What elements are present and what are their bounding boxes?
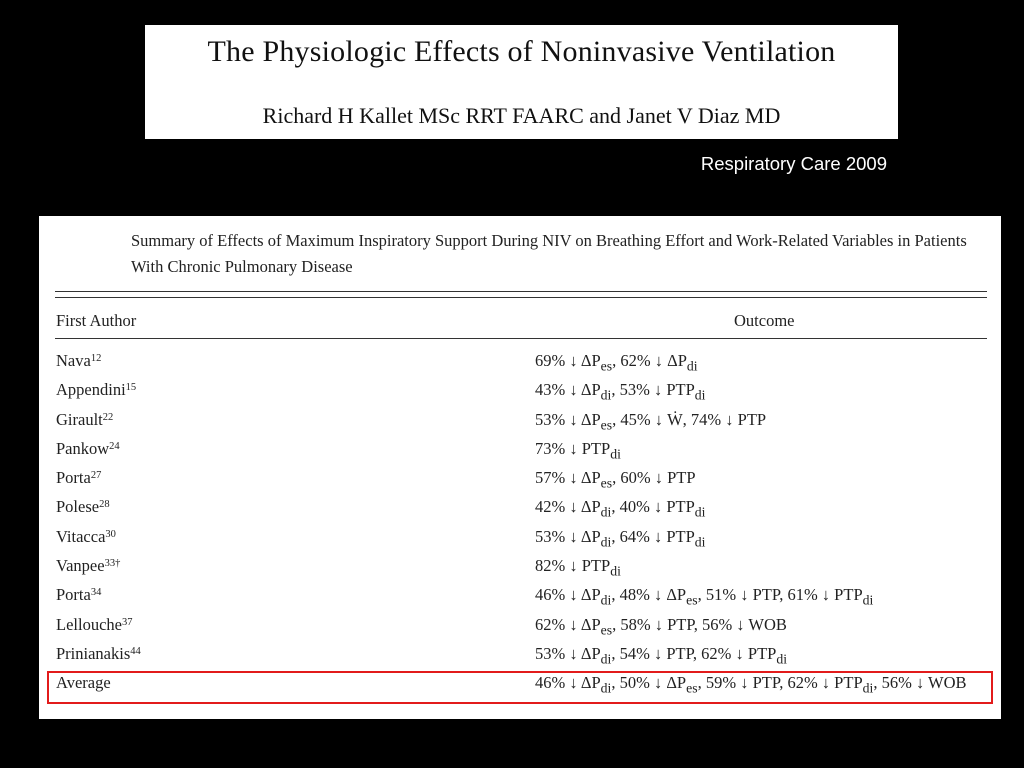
first-author-cell: [56, 527, 116, 547]
outcome-cell: 46% ↓ $\Delta P_{di}$, 50% ↓ $\Delta P_{es}$, 59% ↓ PTP, 62% ↓ $PTP_{di}$, 56% ↓ WOB: [535, 673, 967, 696]
outcome-cell: 46% ↓ $\Delta P_{di}$, 48% ↓ $\Delta P_{es}$, 51% ↓ PTP, 61% ↓ $PTP_{di}$: [535, 585, 874, 608]
table-caption: Summary of Effects of Maximum Inspiratory Support During NIV on Breathing Effort and Work-Related Variables in Patients With Chronic Pulmonary Disease: [131, 231, 967, 276]
author-name: Vitacca: [56, 526, 106, 546]
table-body: [39, 347, 1001, 699]
reference-number: 22: [102, 411, 114, 423]
table-row: [39, 581, 1001, 610]
outcome-cell: 42% ↓ $\Delta P_{di}$, 40% ↓ $PTP_{di}$: [535, 497, 706, 520]
table-row: [39, 523, 1001, 552]
table-row: [39, 640, 1001, 669]
author-name: Average: [56, 673, 111, 693]
table-top-rule-inner: [55, 297, 987, 298]
first-author-cell: [56, 615, 132, 635]
table-row: [39, 611, 1001, 640]
outcome-cell: 53% ↓ $\Delta P_{es}$, 45% ↓ Ẇ, 74% ↓ PTP: [535, 409, 767, 432]
author-name: Prinianakis: [56, 643, 131, 663]
first-author-cell: [56, 380, 136, 400]
reference-number: 28: [99, 499, 110, 511]
reference-number: 12: [90, 353, 102, 364]
header-rule: [55, 338, 987, 339]
author-name: Pankow: [56, 438, 110, 458]
outcome-cell: 69% ↓ $\Delta P_{es}$, 62% ↓ $\Delta P_{di}$: [535, 351, 698, 374]
outcome-cell: 82% ↓ $PTP_{di}$: [535, 556, 621, 579]
table-row: [39, 347, 1001, 376]
table-row: [39, 464, 1001, 493]
outcome-cell: 57% ↓ $\Delta P_{es}$, 60% ↓ PTP: [535, 468, 696, 491]
table-row: [39, 493, 1001, 522]
reference-number: 44: [130, 645, 141, 657]
reference-number: 30: [105, 528, 116, 540]
journal-citation: Respiratory Care 2009: [700, 153, 887, 174]
first-author-cell: [56, 497, 110, 517]
outcome-cell: 53% ↓ $\Delta P_{di}$, 54% ↓ PTP, 62% ↓ $PTP_{di}$: [535, 643, 788, 667]
first-author-cell: [56, 410, 113, 430]
reference-number: 33†: [104, 558, 121, 570]
summary-table: [39, 216, 1001, 719]
paper-authors: Richard H Kallet MSc RRT FAARC and Janet V Diaz MD: [262, 103, 781, 128]
reference-number: 27: [90, 470, 102, 482]
table-row: [39, 376, 1001, 405]
table-row: [39, 552, 1001, 581]
table-top-rule: [55, 291, 987, 292]
paper-title: The Physiologic Effects of Noninvasive Ventilation: [207, 35, 836, 68]
first-author-cell: [56, 644, 141, 664]
first-author-cell: [56, 585, 101, 605]
author-name: Polese: [56, 497, 100, 517]
outcome-cell: 73% ↓ $PTP_{di}$: [535, 438, 621, 462]
author-name: Appendini: [56, 380, 126, 400]
author-name: Lellouche: [56, 614, 122, 634]
paper-title-box: [145, 25, 898, 139]
reference-number: 15: [125, 382, 137, 394]
author-name: Porta: [56, 468, 91, 488]
table-row: [39, 406, 1001, 435]
author-name: Vanpee: [56, 556, 105, 576]
column-header-outcome: Outcome: [734, 311, 795, 330]
column-header-first-author: First Author: [56, 311, 137, 330]
outcome-cell: 53% ↓ $\Delta P_{di}$, 64% ↓ $PTP_{di}$: [535, 526, 706, 550]
outcome-cell: 62% ↓ $\Delta P_{es}$, 58% ↓ PTP, 56% ↓ WOB: [535, 614, 787, 637]
first-author-cell: [56, 351, 101, 371]
first-author-cell: [56, 468, 101, 488]
outcome-cell: 43% ↓ $\Delta P_{di}$, 53% ↓ $PTP_{di}$: [535, 380, 706, 403]
reference-number: 24: [109, 440, 120, 452]
average-row-highlight: [47, 671, 993, 704]
author-name: Porta: [56, 585, 91, 605]
author-name: Girault: [56, 409, 103, 429]
first-author-cell: [56, 556, 120, 576]
reference-number: 37: [121, 616, 133, 628]
table-row: [39, 435, 1001, 464]
author-name: Nava: [56, 351, 91, 370]
first-author-cell: [56, 439, 120, 459]
reference-number: 34: [90, 587, 102, 599]
